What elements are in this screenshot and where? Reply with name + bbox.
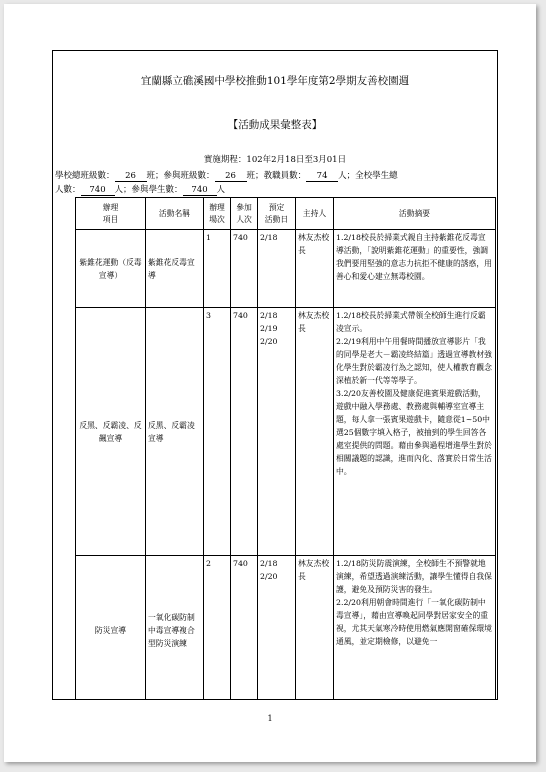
- row-summary: 1.2/18校長於掃業式帶領全校師生進行反霸凌宣示。 2.2/19利用中午用餐時間播放宣導影片「我的同學是老大－霸凌終結篇」透過宣導教材強化學生對於霸凌行為之認知，使人權教育觀念深植於新一代等等學子。 3.2/20友善校園及健康促進賓果遊戲活動，遊戲中融入學務處、教務處與輔導室宣導主題，每人拿一張賓果遊戲卡，隨意從1~50中選25個數字填入格子，被抽到的學生回答各處室提供的問題。藉由參與過程增進學生對於相關議題的認識，進而內化、落實於日常生活中。: [334, 308, 496, 556]
- row-dates: 2/18: [258, 230, 296, 308]
- classes-unit: 班；: [146, 171, 164, 181]
- row-host: 林友杰校長: [296, 230, 334, 308]
- header-host: 主持人: [296, 198, 334, 230]
- participating-value: 26: [215, 171, 247, 182]
- students-label: 人數：: [55, 185, 81, 195]
- row-host: 林友杰校長: [296, 556, 334, 701]
- document-title: 宜蘭縣立礁溪國中學校推動101學年度第2學期友善校園週: [140, 75, 410, 87]
- activity-results-table: [75, 197, 496, 700]
- row-summary: 1.2/18校長於掃業式親自主持紫錐花反毒宣導活動，「說明紫錐花運動」的重要性，強調我們要用堅強的意志力抗拒不健康的誘惑，用善心和愛心建立無毒校園。: [334, 230, 496, 308]
- header-summary: 活動摘要: [334, 198, 496, 230]
- row-sessions: 1: [204, 230, 231, 308]
- classes-value: 26: [115, 171, 147, 182]
- row-activity: 一氧化碳防制中毒宣導複合型防災演練: [146, 556, 204, 701]
- page-number: 1: [267, 714, 273, 723]
- row-sessions: 2: [204, 556, 231, 701]
- participants-unit: 人: [216, 185, 226, 195]
- row-activity: 反黑、反霸凌宣導: [146, 308, 204, 556]
- students-unit: 人；參與學生數：: [114, 185, 183, 195]
- document-subtitle: 【活動成果彙整表】: [227, 119, 323, 131]
- classes-label: 學校總班級數：: [55, 171, 115, 181]
- header-date: 預定 活動日: [258, 198, 296, 230]
- staff-label: 教職員數：: [263, 171, 307, 181]
- stats-line-2: [55, 183, 225, 196]
- header-activity: 活動名稱: [146, 198, 204, 230]
- row-summary: 1.2/18防災防震演練，全校師生不預警就地演練，希望透過演練活動，讓學生懂得自我保護，避免及預防災害的發生。 2.2/20利用朝會時間進行「一氧化碳防制中毒宣導」，藉由宣導喚起同學對居家安全的重視，尤其天氣寒冷時使用燃氣應開窗確保環境通風，並定期檢修，以避免一: [334, 556, 496, 701]
- table-row: [76, 308, 496, 556]
- staff-value: 74: [306, 171, 338, 182]
- participants-value: 740: [183, 185, 217, 196]
- participating-label: 參與班級數：: [163, 171, 215, 181]
- row-people: 740: [231, 308, 258, 556]
- table-row: [76, 556, 496, 701]
- row-project: 紫錐花運動（反毒宣導）: [76, 230, 146, 308]
- table-header-row: [76, 198, 496, 230]
- stats-line-1: [55, 169, 398, 182]
- row-people: 740: [231, 556, 258, 701]
- row-dates: 2/18 2/19 2/20: [258, 308, 296, 556]
- row-project: 防災宣導: [76, 556, 146, 701]
- participating-unit: 班；: [246, 171, 264, 181]
- document-page: [4, 4, 536, 762]
- implementation-period: 實施期程：102年2月18日至3月01日: [203, 155, 347, 165]
- row-project: 反黑、反霸凌、反飆宣導: [76, 308, 146, 556]
- header-people: 參加 人次: [231, 198, 258, 230]
- students-value: 740: [81, 185, 115, 196]
- row-dates: 2/18 2/20: [258, 556, 296, 701]
- header-sessions: 辦理 場次: [204, 198, 231, 230]
- staff-unit: 人；全校學生總: [338, 171, 398, 181]
- page-border: [52, 50, 498, 700]
- row-sessions: 3: [204, 308, 231, 556]
- row-activity: 紫錐花反毒宣導: [146, 230, 204, 308]
- row-people: 740: [231, 230, 258, 308]
- table-row: [76, 230, 496, 308]
- header-project: 辦理 項目: [76, 198, 146, 230]
- row-host: 林友杰校長: [296, 308, 334, 556]
